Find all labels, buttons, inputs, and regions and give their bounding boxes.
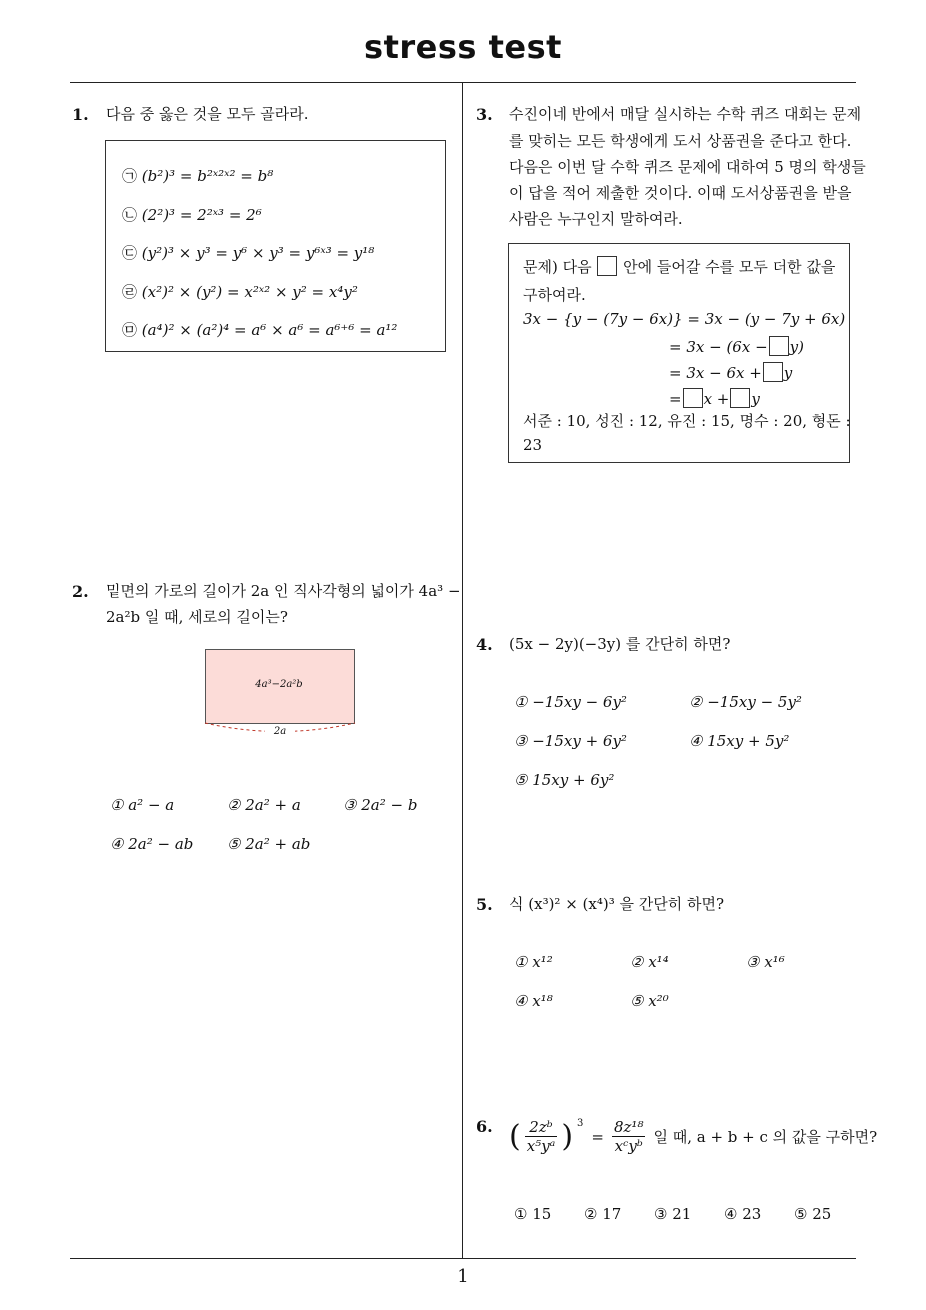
- option-5[interactable]: ⑤ x²⁰: [630, 992, 669, 1010]
- option-5[interactable]: ⑤ 15xy + 6y²: [514, 771, 615, 789]
- base-length-label: 2a: [265, 726, 295, 737]
- problem-line: 구하여라.: [523, 286, 586, 304]
- option-5[interactable]: ⑤ 25: [794, 1205, 832, 1223]
- question-text-line: 밑면의 가로의 길이가 2a 인 직사각형의 넓이가 4a³ −: [106, 582, 461, 600]
- option-1[interactable]: ① 15: [514, 1205, 552, 1223]
- equation-line: = x + y: [669, 390, 760, 408]
- answer-blank[interactable]: [763, 362, 783, 382]
- answer-blank[interactable]: [683, 388, 703, 408]
- statements-box: [105, 140, 446, 352]
- option-4[interactable]: ④ 2a² − ab: [110, 835, 194, 853]
- option-3[interactable]: ③ 21: [654, 1205, 692, 1223]
- equation-line: = 3x − 6x + y: [669, 364, 793, 382]
- option-4[interactable]: ④ x¹⁸: [514, 992, 553, 1010]
- question-text-line: 를 맞히는 모든 학생에게 도서 상품권을 준다고 한다.: [509, 132, 852, 150]
- statement-item: ㉣ (x²)² × (y²) = x²ˣ² × y² = x⁴y²: [122, 283, 358, 301]
- question-text: (5x − 2y)(−3y) 를 간단히 하면?: [509, 635, 731, 653]
- option-2[interactable]: ② −15xy − 5y²: [689, 693, 802, 711]
- page-title: stress test: [364, 28, 562, 66]
- option-5[interactable]: ⑤ 2a² + ab: [227, 835, 311, 853]
- option-4[interactable]: ④ 15xy + 5y²: [689, 732, 790, 750]
- question-number: 2.: [72, 582, 89, 601]
- answer-blank[interactable]: [769, 336, 789, 356]
- option-3[interactable]: ③ x¹⁶: [746, 953, 785, 971]
- question-expression: ( $\frac{\text{2zᵇ}}{\text{x⁵yᵃ}}$ ) 3 = $\frac{\text{8z¹⁸}}{\text{xᶜyᵇ}}$ 일 때, a + b + c 의 값을 구하면?: [509, 1118, 878, 1155]
- question-text-line: 사람은 누구인지 말하여라.: [509, 210, 683, 228]
- statement-item: ㉤ (a⁴)² × (a²)⁴ = a⁶ × a⁶ = a⁶⁺⁶ = a¹²: [122, 321, 398, 339]
- question-number: 5.: [476, 895, 493, 914]
- fraction-left: $\frac{\text{2zᵇ}}{\text{x⁵yᵃ}}$: [526, 1118, 556, 1155]
- option-4[interactable]: ④ 23: [724, 1205, 762, 1223]
- option-3[interactable]: ③ 2a² − b: [343, 796, 418, 814]
- fraction-right: $\frac{\text{8z¹⁸}}{\text{xᶜyᵇ}}$: [613, 1118, 644, 1155]
- rectangle-area-label: 4a³−2a²b: [255, 679, 303, 690]
- statement-item: ㉡ (2²)³ = 2²ˣ³ = 2⁶: [122, 206, 262, 224]
- option-2[interactable]: ② 17: [584, 1205, 622, 1223]
- question-text: 식 (x³)² × (x⁴)³ 을 간단히 하면?: [509, 895, 725, 913]
- question-number: 4.: [476, 635, 493, 654]
- top-rule: [70, 82, 856, 83]
- bottom-rule: [70, 1258, 856, 1259]
- statement-item: ㉢ (y²)³ × y³ = y⁶ × y³ = y⁶ˣ³ = y¹⁸: [122, 244, 375, 262]
- question-text: 다음 중 옳은 것을 모두 골라라.: [106, 105, 309, 123]
- question-number: 3.: [476, 105, 493, 124]
- question-number: 1.: [72, 105, 89, 124]
- statement-item: ㉠ (b²)³ = b²ˣ²ˣ² = b⁸: [122, 167, 274, 185]
- equation-line: 3x − {y − (7y − 6x)} = 3x − (y − 7y + 6x): [523, 310, 846, 328]
- option-1[interactable]: ① −15xy − 6y²: [514, 693, 627, 711]
- question-number: 6.: [476, 1117, 493, 1136]
- option-3[interactable]: ③ −15xy + 6y²: [514, 732, 627, 750]
- answer-blank[interactable]: [730, 388, 750, 408]
- student-answers: 23: [523, 436, 543, 454]
- question-text-line: 이 답을 적어 제출한 것이다. 이때 도서상품권을 받을: [509, 184, 852, 202]
- problem-line: 문제) 다음 안에 들어갈 수를 모두 더한 값을: [523, 258, 836, 276]
- question-text-line: 2a²b 일 때, 세로의 길이는?: [106, 608, 288, 626]
- option-2[interactable]: ② 2a² + a: [227, 796, 301, 814]
- page-number: 1: [457, 1266, 469, 1287]
- answer-blank[interactable]: [597, 256, 617, 276]
- option-1[interactable]: ① a² − a: [110, 796, 175, 814]
- problem-box: [508, 243, 850, 463]
- option-2[interactable]: ② x¹⁴: [630, 953, 669, 971]
- column-divider: [462, 82, 463, 1258]
- student-answers: 서준 : 10, 성진 : 12, 유진 : 15, 명수 : 20, 형돈 :: [523, 412, 851, 430]
- option-1[interactable]: ① x¹²: [514, 953, 553, 971]
- question-text-line: 수진이네 반에서 매달 실시하는 수학 퀴즈 대회는 문제: [509, 105, 862, 123]
- equation-line: = 3x − (6x − y): [669, 338, 804, 356]
- question-text-line: 다음은 이번 달 수학 퀴즈 문제에 대하여 5 명의 학생들: [509, 158, 866, 176]
